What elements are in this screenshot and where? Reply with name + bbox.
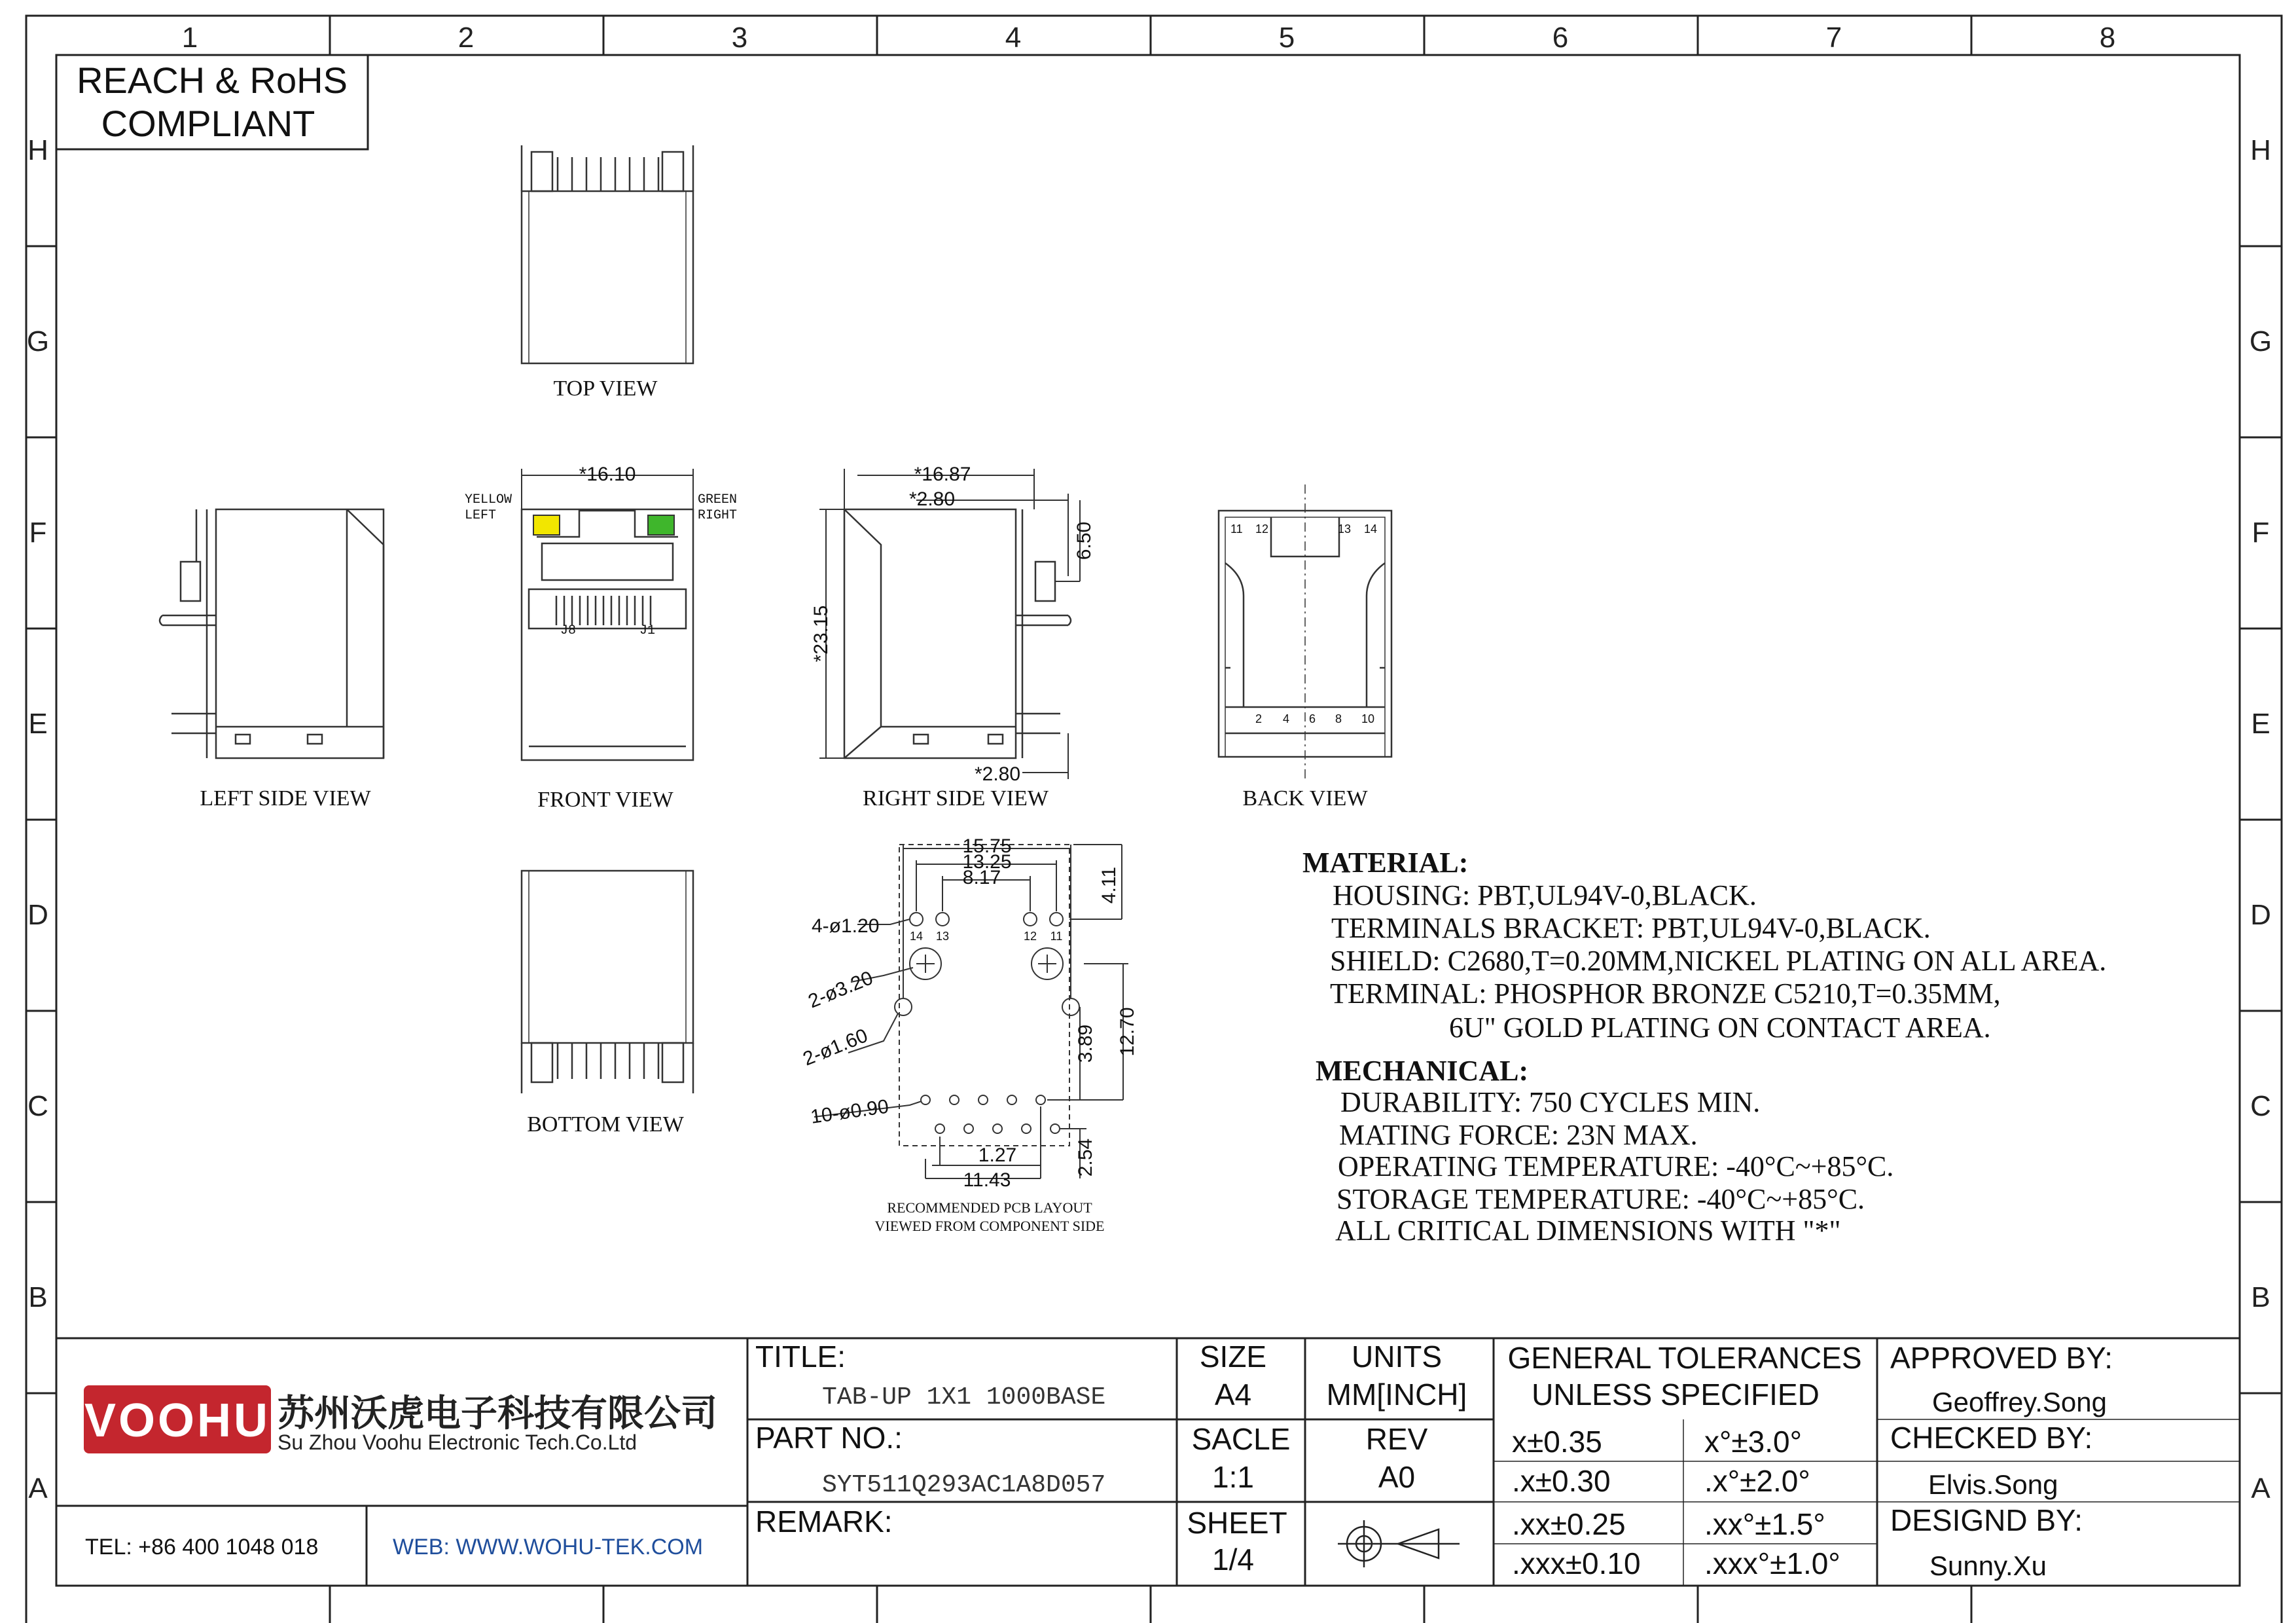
tol-linear-2: .x±0.30 [1512,1464,1611,1498]
pcb-dim-1270: 12.70 [1117,1007,1138,1057]
led-yellow-left [533,515,560,535]
web-link[interactable]: WEB: WWW.WOHU-TEK.COM [393,1535,704,1559]
zone-row-c-right: C [2250,1090,2271,1122]
material-line-1: HOUSING: PBT,UL94V-0,BLACK. [1333,879,1757,911]
led-left-label-1: YELLOW [465,492,512,507]
zone-row-g-right: G [2249,325,2272,357]
units-value: MM[INCH] [1326,1377,1467,1412]
right-280-bottom-dim-label: *2.80 [974,763,1021,785]
material-heading: MATERIAL: [1302,847,1469,879]
compliance-line-1: REACH & RoHS [77,60,348,101]
remark-label: REMARK: [755,1504,893,1539]
pcb-hole-090: 10-ø0.90 [809,1095,890,1128]
pcb-hole-120: 4-ø1.20 [812,915,880,937]
compliance-line-2: COMPLIANT [101,103,315,144]
tolerances-heading-1: GENERAL TOLERANCES [1507,1341,1862,1375]
right-side-view-caption: RIGHT SIDE VIEW [863,786,1049,811]
pcb-pin-11: 11 [1050,930,1063,943]
company-name-cn: 苏州沃虎电子科技有限公司 [278,1393,717,1435]
zone-row-h-right: H [2250,134,2271,166]
tel-text: TEL: +86 400 1048 018 [85,1535,319,1559]
zone-col-4: 4 [1005,22,1022,54]
scale-value: 1:1 [1212,1460,1254,1494]
right-height-dim-label: *23.15 [810,605,832,663]
pcb-dim-1575: 15.75 [962,835,1012,857]
zone-row-e-right: E [2251,708,2270,740]
sheet-label: SHEET [1187,1506,1287,1540]
tol-linear-1: x±0.35 [1512,1425,1602,1459]
rev-label: REV [1365,1422,1428,1456]
mechanical-line-2: MATING FORCE: 23N MAX. [1339,1119,1698,1151]
size-value: A4 [1214,1377,1252,1412]
mechanical-line-4: STORAGE TEMPERATURE: -40°C~+85°C. [1336,1183,1865,1215]
tol-angle-3: .xx°±1.5° [1704,1507,1825,1541]
zone-row-d-left: D [27,899,48,931]
pcb-dim-389: 3.89 [1075,1024,1096,1063]
mechanical-line-5: ALL CRITICAL DIMENSIONS WITH "*" [1335,1214,1841,1247]
pcb-dim-817: 8.17 [962,867,1001,888]
zone-col-1: 1 [181,22,198,54]
zone-col-3: 3 [731,22,748,54]
pin-j8-label: J8 [560,623,577,638]
zone-row-b-left: B [28,1281,48,1313]
mechanical-line-3: OPERATING TEMPERATURE: -40°C~+85°C. [1338,1150,1894,1182]
zone-col-6: 6 [1552,22,1569,54]
zone-row-f-right: F [2251,517,2270,549]
zone-row-a-left: A [28,1472,48,1504]
bottom-view-caption: BOTTOM VIEW [527,1112,684,1137]
tol-angle-2: .x°±2.0° [1704,1464,1810,1498]
tol-angle-4: .xxx°±1.0° [1704,1546,1840,1580]
back-pin-13: 13 [1338,522,1352,536]
voohu-logo [84,1385,717,1454]
zone-row-h-left: H [27,134,48,166]
company-name-en: Su Zhou Voohu Electronic Tech.Co.Ltd [278,1431,637,1454]
top-view-caption: TOP VIEW [553,376,658,401]
part-no-label: PART NO.: [755,1421,903,1455]
back-pin-8: 8 [1335,712,1342,725]
front-width-dim-label: *16.10 [579,464,636,485]
zone-row-f-left: F [29,517,47,549]
zone-col-8: 8 [2099,22,2116,54]
right-280-top-dim-label: *2.80 [908,488,956,510]
back-pin-12: 12 [1255,522,1269,536]
checked-by-value: Elvis.Song [1928,1469,2058,1500]
back-pin-2: 2 [1255,712,1263,725]
approved-by-value: Geoffrey.Song [1932,1387,2107,1417]
back-pin-14: 14 [1364,522,1378,536]
rev-value: A0 [1378,1460,1416,1494]
led-left-label-2: LEFT [465,508,497,523]
title-label: TITLE: [755,1340,846,1374]
right-650-dim-label: 6.50 [1073,521,1095,560]
led-right-label-2: RIGHT [698,508,738,523]
checked-by-label: CHECKED BY: [1890,1421,2093,1455]
pcb-dim-1325: 13.25 [962,851,1012,873]
units-label: UNITS [1352,1340,1442,1374]
pcb-dim-1143: 11.43 [963,1169,1011,1191]
designed-by-value: Sunny.Xu [1929,1550,2047,1581]
material-line-2: TERMINALS BRACKET: PBT,UL94V-0,BLACK. [1331,912,1931,944]
approved-by-label: APPROVED BY: [1890,1341,2113,1375]
zone-col-5: 5 [1278,22,1295,54]
zone-row-d-right: D [2250,899,2271,931]
zone-row-e-left: E [28,708,48,740]
size-label: SIZE [1199,1340,1267,1374]
title-value: TAB-UP 1X1 1000BASE [822,1383,1106,1412]
pcb-dim-254: 2.54 [1075,1138,1096,1177]
scale-label: SACLE [1191,1422,1291,1456]
zone-row-a-right: A [2251,1472,2270,1504]
pcb-dim-127: 1.27 [978,1144,1017,1166]
tol-linear-4: .xxx±0.10 [1512,1546,1641,1580]
tol-angle-1: x°±3.0° [1704,1425,1802,1459]
mechanical-line-1: DURABILITY: 750 CYCLES MIN. [1340,1086,1761,1118]
pcb-pin-14: 14 [909,930,924,943]
pcb-hole-160: 2-ø1.60 [800,1025,871,1070]
back-pin-4: 4 [1283,712,1290,725]
pcb-caption-1: RECOMMENDED PCB LAYOUT [887,1199,1092,1216]
zone-row-g-left: G [26,325,50,357]
pcb-dim-411: 4.11 [1098,866,1120,904]
tolerances-heading-2: UNLESS SPECIFIED [1532,1377,1820,1412]
zone-col-7: 7 [1825,22,1842,54]
pcb-pin-12: 12 [1023,930,1037,943]
zone-row-b-right: B [2251,1281,2270,1313]
back-view-caption: BACK VIEW [1242,786,1368,811]
material-line-3: SHIELD: C2680,T=0.20MM,NICKEL PLATING ON ALL AREA. [1330,945,2107,977]
zone-row-c-left: C [27,1090,48,1122]
zone-col-2: 2 [457,22,475,54]
pcb-caption-2: VIEWED FROM COMPONENT SIDE [874,1218,1105,1234]
material-line-5: 6U" GOLD PLATING ON CONTACT AREA. [1449,1012,1991,1044]
tol-linear-3: .xx±0.25 [1512,1507,1626,1541]
back-pin-6: 6 [1309,712,1316,725]
material-line-4: TERMINAL: PHOSPHOR BRONZE C5210,T=0.35MM, [1330,977,2001,1010]
right-length-dim-label: *16.87 [914,464,971,485]
pcb-hole-320: 2-ø3.20 [805,967,876,1013]
back-pin-10: 10 [1361,712,1375,725]
designed-by-label: DESIGND BY: [1890,1503,2083,1537]
led-green-right [648,515,674,535]
front-view-caption: FRONT VIEW [537,788,673,812]
part-no-value: SYT511Q293AC1A8D057 [822,1471,1106,1499]
mechanical-heading: MECHANICAL: [1316,1055,1529,1087]
pin-j1-label: J1 [639,623,656,638]
pcb-pin-13: 13 [935,930,950,943]
sheet-value: 1/4 [1212,1542,1254,1577]
back-pin-11: 11 [1230,522,1243,536]
led-right-label-1: GREEN [698,492,738,507]
logo-wordmark: VOOHU [84,1395,271,1447]
left-side-view-caption: LEFT SIDE VIEW [200,786,371,811]
